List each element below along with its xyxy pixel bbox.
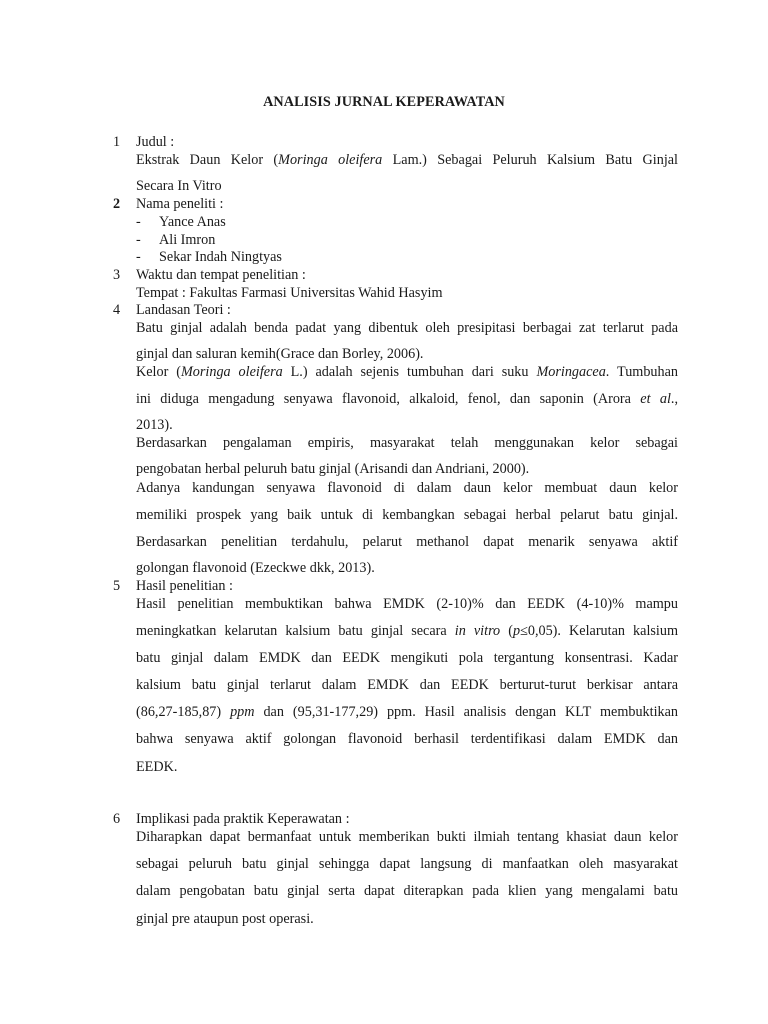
- paragraph-line: Berdasarkan pengalaman empiris, masyarakat telah menggunakan kelor sebagai: [136, 435, 678, 451]
- section-heading: Landasan Teori :: [136, 302, 231, 318]
- list-bullet: -: [136, 232, 141, 248]
- paragraph-line: sebagai peluruh batu ginjal sehingga dapat langsung di manfaatkan oleh masyarakat: [136, 856, 678, 872]
- judul-line: Ekstrak Daun Kelor (Moringa oleifera Lam.) Sebagai Peluruh Kalsium Batu Ginjal: [136, 152, 678, 168]
- list-bullet: -: [136, 214, 141, 230]
- section-number: 6: [113, 811, 121, 827]
- paragraph-line: ginjal dan saluran kemih(Grace dan Borley, 2006).: [136, 346, 424, 362]
- section-heading: Nama peneliti :: [136, 196, 224, 212]
- paragraph-line: meningkatkan kelarutan kalsium batu ginjal secara in vitro (p≤0,05). Kelarutan kalsium: [136, 623, 678, 639]
- place-line: Tempat : Fakultas Farmasi Universitas Wahid Hasyim: [136, 285, 443, 301]
- author-item: Sekar Indah Ningtyas: [159, 249, 282, 265]
- paragraph-line: memiliki prospek yang baik untuk di kembangkan sebagai herbal pelarut batu ginjal.: [136, 507, 678, 523]
- paragraph-line: Kelor (Moringa oleifera L.) adalah sejenis tumbuhan dari suku Moringacea. Tumbuhan: [136, 364, 678, 380]
- paragraph-line: pengobatan herbal peluruh batu ginjal (Arisandi dan Andriani, 2000).: [136, 461, 530, 477]
- author-item: Yance Anas: [159, 214, 226, 230]
- section-number: 4: [113, 302, 121, 318]
- paragraph-line: Batu ginjal adalah benda padat yang dibentuk oleh presipitasi berbagai zat terlarut pada: [136, 320, 678, 336]
- section-heading: Judul :: [136, 134, 175, 150]
- section-heading: Implikasi pada praktik Keperawatan :: [136, 811, 350, 827]
- paragraph-line: ginjal pre ataupun post operasi.: [136, 911, 314, 927]
- section-number: 5: [113, 578, 121, 594]
- author-item: Ali Imron: [159, 232, 216, 248]
- section-heading: Waktu dan tempat penelitian :: [136, 267, 306, 283]
- section-number: 1: [113, 134, 121, 150]
- judul-line: Secara In Vitro: [136, 178, 222, 194]
- paragraph-line: golongan flavonoid (Ezeckwe dkk, 2013).: [136, 560, 375, 576]
- paragraph-line: batu ginjal dalam EMDK dan EEDK mengikuti pola tergantung konsentrasi. Kadar: [136, 650, 678, 666]
- section-heading: Hasil penelitian :: [136, 578, 233, 594]
- paragraph-line: bahwa senyawa aktif golongan flavonoid berhasil terdentifikasi dalam EMDK dan: [136, 731, 678, 747]
- paragraph-line: ini diduga mengadung senyawa flavonoid, alkaloid, fenol, dan saponin (Arora et al.,: [136, 391, 678, 407]
- section-number: 3: [113, 267, 121, 283]
- paragraph-line: dalam pengobatan batu ginjal serta dapat diterapkan pada klien yang mengalami batu: [136, 883, 678, 899]
- paragraph-line: kalsium batu ginjal terlarut dalam EMDK dan EEDK berturut-turut berkisar antara: [136, 677, 678, 693]
- paragraph-line: (86,27-185,87) ppm dan (95,31-177,29) ppm. Hasil analisis dengan KLT membuktikan: [136, 704, 679, 720]
- paragraph-line: Berdasarkan penelitian terdahulu, pelarut methanol dapat menarik senyawa aktif: [136, 534, 678, 550]
- list-bullet: -: [136, 249, 141, 265]
- paragraph-line: Hasil penelitian membuktikan bahwa EMDK (2-10)% dan EEDK (4-10)% mampu: [136, 596, 678, 612]
- paragraph-line: EEDK.: [136, 759, 178, 775]
- paragraph-line: Adanya kandungan senyawa flavonoid di dalam daun kelor membuat daun kelor: [136, 480, 678, 496]
- document-title: ANALISIS JURNAL KEPERAWATAN: [263, 94, 505, 110]
- paragraph-line: 2013).: [136, 417, 173, 433]
- paragraph-line: Diharapkan dapat bermanfaat untuk memberikan bukti ilmiah tentang khasiat daun kelor: [136, 829, 678, 845]
- section-number: 2: [113, 196, 121, 212]
